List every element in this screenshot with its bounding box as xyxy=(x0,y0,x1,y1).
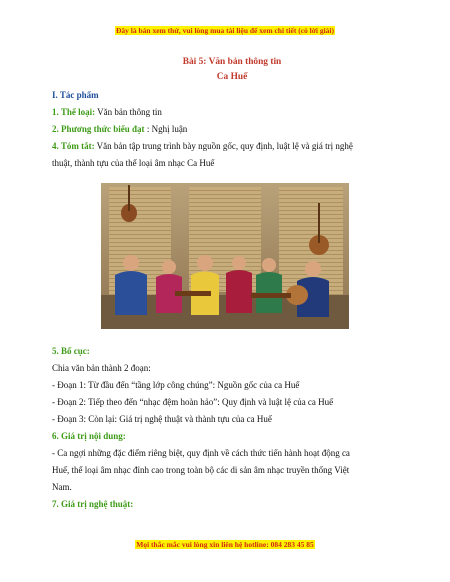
item-expression-mode xyxy=(52,121,412,138)
section-heading-works: I. Tác phẩm xyxy=(52,90,99,100)
genre-label: 1. Thể loại: xyxy=(52,107,96,117)
document-body-continued xyxy=(52,343,412,513)
lesson-title: Bài 5: Văn bản thông tin xyxy=(182,57,282,67)
item-genre xyxy=(52,104,412,121)
ca-hue-performance-photo xyxy=(101,183,349,329)
summary-label: 4. Tóm tắt: xyxy=(52,141,95,151)
summary-value: Văn bản tập trung trình bày nguồn gốc, quy định, luật lệ và giá trị nghệ xyxy=(94,141,353,151)
summary-continuation: thuật, thành tựu của thể loại âm nhạc Ca Huế xyxy=(52,158,215,168)
content-value-heading: 6. Giá trị nội dung: xyxy=(52,431,126,441)
layout-part-2: - Đoạn 2: Tiếp theo đến “nhạc đệm hoàn hảo”: Quy định và luật lệ của ca Huế xyxy=(52,397,334,407)
lesson-subtitle: Ca Huế xyxy=(216,72,248,82)
item-summary xyxy=(52,138,412,155)
preview-notice-text: Đây là bản xem thử, vui lòng mua tài liệu để xem chi tiết (có lời giải) xyxy=(115,26,335,35)
hotline-banner xyxy=(0,540,450,549)
preview-notice-banner xyxy=(0,26,450,35)
layout-heading: 5. Bố cục: xyxy=(52,346,90,356)
art-value-heading: 7. Giá trị nghệ thuật: xyxy=(52,499,134,509)
hotline-text: Mọi thắc mắc vui lòng xin liên hệ hotline: 084 283 45 85 xyxy=(136,540,314,549)
expression-label: 2. Phương thức biểu đạt xyxy=(52,124,145,134)
layout-intro: Chia văn bản thành 2 đoạn: xyxy=(52,363,151,373)
content-value-line-3: Nam. xyxy=(52,482,72,492)
layout-part-1: - Đoạn 1: Từ đầu đến “tầng lớp công chúng”: Nguồn gốc của ca Huế xyxy=(52,380,300,390)
content-value-line-1: - Ca ngợi những đặc điểm riêng biệt, quy định về cách thức tiến hành hoạt động ca xyxy=(52,448,350,458)
genre-value: Văn bản thông tin xyxy=(95,107,162,117)
document-body xyxy=(52,55,412,172)
content-value-line-2: Huế, thể loại âm nhạc đỉnh cao trong toàn bộ các di sản âm nhạc truyền thống Việt xyxy=(52,465,350,475)
layout-part-3: - Đoạn 3: Còn lại: Giá trị nghệ thuật và thành tựu của ca Huế xyxy=(52,414,272,424)
expression-value: : Nghị luận xyxy=(144,124,188,134)
